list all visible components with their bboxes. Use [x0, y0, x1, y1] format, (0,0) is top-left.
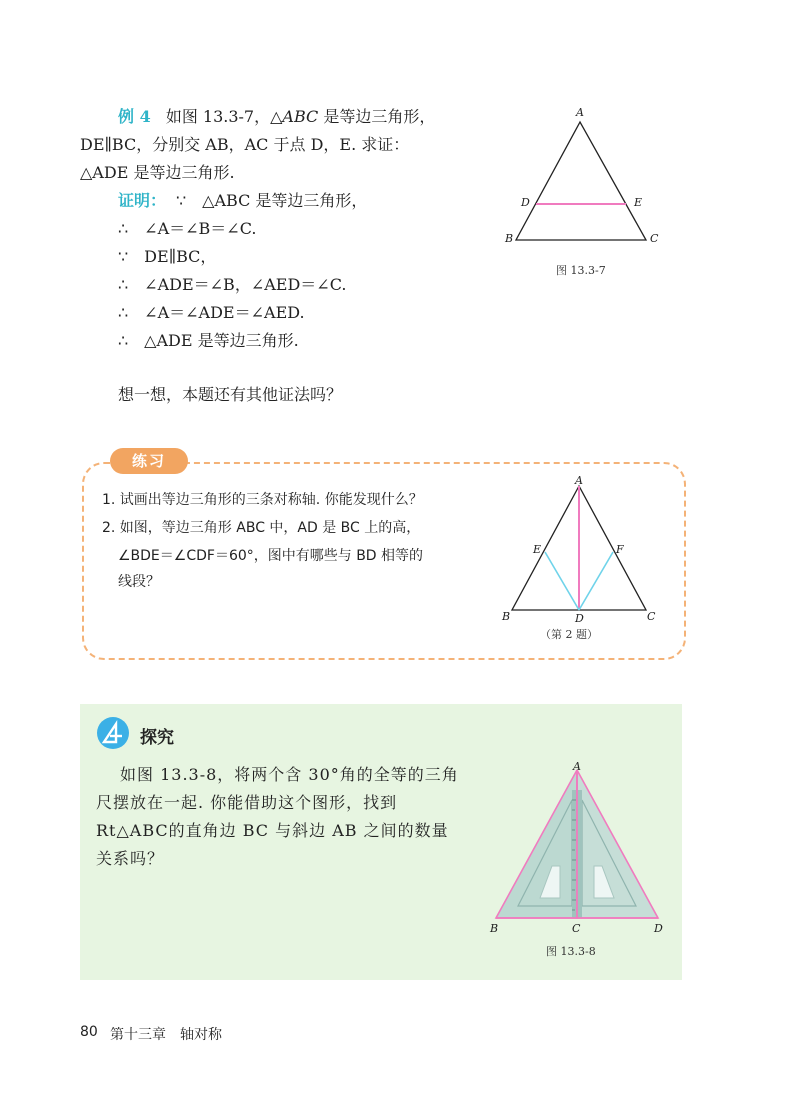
fig2-label-d: D	[654, 922, 663, 935]
figure-13-3-7-caption: 图 13.3-7	[556, 264, 606, 277]
exercise-figure-caption: （第 2 题）	[540, 628, 598, 641]
exercise-figure	[500, 476, 670, 616]
set-square-right	[577, 770, 658, 918]
example-intro-line2: DE∥BC，分别交 AB，AC 于点 D，E. 求证：	[80, 135, 410, 154]
think-question: 想一想，本题还有其他证法吗？	[118, 385, 343, 404]
example-label: 例 4	[118, 107, 151, 126]
fig1-label-a: A	[576, 106, 584, 119]
fig1-label-b: B	[505, 232, 514, 245]
figure-13-3-7	[500, 108, 670, 248]
example-intro-line1: 例 4 如图 13.3-7，△ABC 是等边三角形，	[118, 107, 436, 126]
explore-line-1: 如图 13.3-8，将两个含 30°角的全等的三角	[120, 765, 459, 784]
exercise-tag: 练习	[110, 448, 188, 474]
proof-line-3: ∵ DE∥BC，	[118, 247, 217, 266]
ex-label-e: E	[533, 543, 542, 556]
chapter-title: 第十三章 轴对称	[110, 1027, 222, 1043]
set-square-left	[496, 770, 577, 918]
proof-line-1: ∵ △ABC 是等边三角形，	[176, 191, 368, 210]
explore-icon	[96, 716, 130, 750]
proof-line-6: ∴ △ADE 是等边三角形.	[118, 331, 299, 350]
exercise-item-1: 1. 试画出等边三角形的三条对称轴. 你能发现什么？	[102, 492, 423, 508]
page-number: 80	[80, 1024, 98, 1040]
proof-line-4: ∴ ∠ADE＝∠B，∠AED＝∠C.	[118, 275, 347, 294]
fig2-label-c: C	[572, 922, 581, 935]
explore-title: 探究	[140, 728, 174, 748]
fig1-label-c: C	[650, 232, 659, 245]
figure-13-3-8-caption: 图 13.3-8	[546, 945, 596, 958]
figure-13-3-8	[488, 760, 668, 930]
exercise-item-2: 2. 如图，等边三角形 ABC 中，AD 是 BC 上的高，	[102, 520, 421, 536]
explore-line-3: Rt△ABC的直角边 BC 与斜边 AB 之间的数量	[96, 821, 449, 840]
ex-label-d: D	[575, 612, 584, 625]
segment-df	[579, 552, 613, 610]
proof-line-2: ∴ ∠A＝∠B＝∠C.	[118, 219, 257, 238]
exercise-item-2-cont1: ∠BDE＝∠CDF＝60°，图中有哪些与 BD 相等的	[118, 548, 424, 564]
fig2-label-b: B	[490, 922, 499, 935]
ex-label-c: C	[647, 610, 656, 623]
fig1-label-e: E	[634, 196, 643, 209]
fig2-label-a: A	[573, 760, 581, 773]
triangle-abc	[516, 122, 646, 240]
explore-line-2: 尺摆放在一起. 你能借助这个图形，找到	[96, 793, 398, 812]
ex-label-b: B	[502, 610, 511, 623]
ex-label-a: A	[575, 474, 583, 487]
proof-line-5: ∴ ∠A＝∠ADE＝∠AED.	[118, 303, 305, 322]
ex-label-f: F	[616, 543, 624, 556]
segment-de-2	[545, 552, 579, 610]
exercise-item-2-cont2: 线段？	[118, 574, 160, 590]
fig1-label-d: D	[521, 196, 530, 209]
proof-label: 证明：	[118, 191, 167, 210]
explore-line-4: 关系吗？	[96, 849, 165, 868]
example-intro-line3: △ADE 是等边三角形.	[80, 163, 235, 182]
